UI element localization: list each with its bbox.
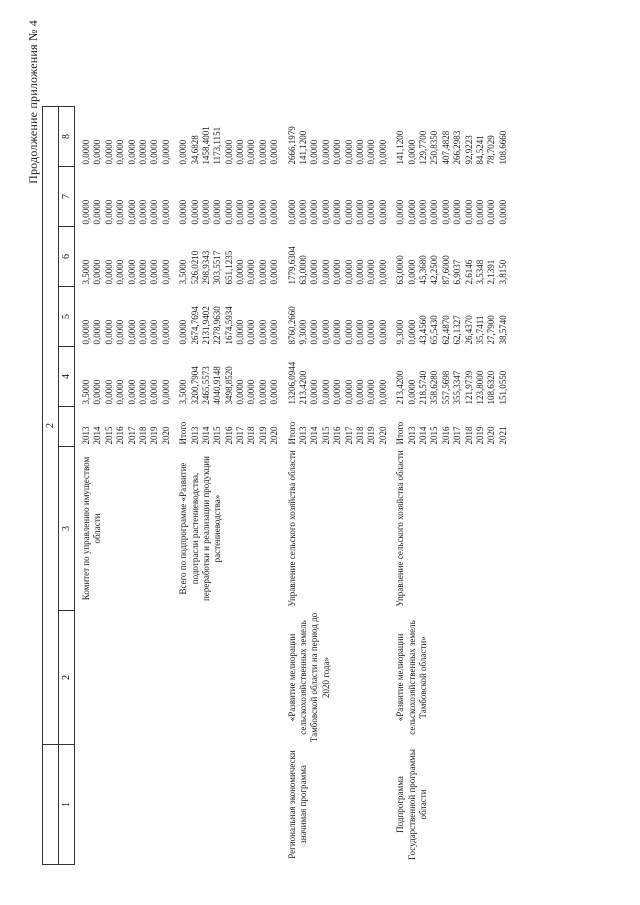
col5-value: 0,0000	[103, 319, 114, 345]
col8-value: 0,0000	[406, 139, 417, 165]
col7-value: 0,0000	[377, 199, 388, 225]
year-value: 2014	[417, 426, 428, 445]
col5-value: 0,0000	[178, 319, 189, 345]
col6-value: 0,0000	[332, 259, 343, 285]
col5-value: 1674,5934	[223, 306, 234, 345]
col8-value: 0,0000	[354, 139, 365, 165]
header-col-5: 5	[59, 287, 75, 347]
year-value: 2019	[149, 426, 160, 445]
header-col-1: 1	[59, 745, 75, 865]
col4-value: 0,0000	[366, 379, 377, 405]
col6-value: 87,6000	[440, 255, 451, 285]
col4-values	[389, 347, 509, 407]
year-value: 2016	[115, 426, 126, 445]
col8-value: 0,0000	[223, 139, 234, 165]
col4-values	[281, 347, 390, 407]
year-value: 2019	[366, 426, 377, 445]
col7-value: 0,0000	[257, 199, 268, 225]
col6-value: 2,6146	[463, 259, 474, 285]
year-cell	[75, 407, 173, 447]
col4-value: 355,3347	[452, 370, 463, 405]
col5-value: 0,0000	[406, 319, 417, 345]
col5-value: 8760,2660	[286, 306, 297, 345]
col5-value: 65,5430	[429, 315, 440, 345]
col4-value: 0,0000	[126, 379, 137, 405]
col4-value: 0,0000	[343, 379, 354, 405]
col6-values	[281, 227, 390, 287]
appendix-caption: Продолжение приложения № 4	[26, 20, 40, 184]
col6-value: 303,5517	[212, 250, 223, 285]
table-row	[172, 107, 281, 865]
year-value: 2013	[189, 426, 200, 445]
col8-value: 84,5241	[474, 135, 485, 165]
col6-value: 45,3680	[417, 255, 428, 285]
header-col-4: 4	[59, 347, 75, 407]
year-value: 2015	[103, 426, 114, 445]
year-value: Итого	[286, 421, 297, 445]
col7-value: 0,0000	[178, 199, 189, 225]
year-value: 2016	[223, 426, 234, 445]
year-value: 2016	[440, 426, 451, 445]
col8-value: 0,0000	[366, 139, 377, 165]
col4-value: 4040,9148	[212, 366, 223, 405]
header-col-6: 6	[59, 227, 75, 287]
col8-value: 266,2983	[452, 130, 463, 165]
col7-values	[172, 167, 281, 227]
year-value: Итого	[395, 421, 406, 445]
table-row	[75, 107, 173, 865]
col7-value: 0,0000	[486, 199, 497, 225]
col8-value: 0,0000	[269, 139, 280, 165]
col6-value: 0,0000	[160, 259, 171, 285]
col7-value: 0,0000	[126, 199, 137, 225]
year-value: 2017	[235, 426, 246, 445]
col5-value: 2674,7694	[189, 306, 200, 345]
col6-value: 0,0000	[137, 259, 148, 285]
col4-value: 0,0000	[137, 379, 148, 405]
col8-value: 2666,1979	[286, 126, 297, 165]
col7-value: 0,0000	[366, 199, 377, 225]
col5-value: 9,3000	[395, 319, 406, 345]
program-type-cell	[75, 745, 173, 865]
col5-value: 2278,9630	[212, 306, 223, 345]
col6-value: 0,0000	[235, 259, 246, 285]
col7-value: 0,0000	[463, 199, 474, 225]
col4-value: 123,8000	[474, 370, 485, 405]
year-value: 2018	[246, 426, 257, 445]
year-value: 2020	[377, 426, 388, 445]
col7-value: 0,0000	[406, 199, 417, 225]
col8-value: 407,4828	[440, 130, 451, 165]
year-value: 2015	[429, 426, 440, 445]
col8-value: 141,1200	[298, 130, 309, 165]
year-value: 2014	[92, 426, 103, 445]
col4-value: 0,0000	[406, 379, 417, 405]
col5-value: 0,0000	[246, 319, 257, 345]
col8-value: 0,0000	[309, 139, 320, 165]
year-cell	[172, 407, 281, 447]
col8-value: 0,0000	[246, 139, 257, 165]
col7-value: 0,0000	[354, 199, 365, 225]
col7-values	[389, 167, 509, 227]
col7-values	[75, 167, 173, 227]
col4-value: 0,0000	[103, 379, 114, 405]
col4-value: 213,4200	[395, 370, 406, 405]
col6-value: 1779,6304	[286, 246, 297, 285]
col4-value: 3200,7904	[189, 366, 200, 405]
col8-value: 0,0000	[149, 139, 160, 165]
col4-value: 0,0000	[115, 379, 126, 405]
col5-value: 27,7900	[486, 315, 497, 345]
col6-value: 0,0000	[377, 259, 388, 285]
col6-value: 6,9037	[452, 259, 463, 285]
header-col-8: 8	[59, 107, 75, 167]
col7-value: 0,0000	[269, 199, 280, 225]
col7-value: 0,0000	[429, 199, 440, 225]
col7-value: 0,0000	[332, 199, 343, 225]
year-value: 2013	[298, 426, 309, 445]
col4-value: 0,0000	[320, 379, 331, 405]
header-col-2: 2	[59, 611, 75, 745]
col5-value: 0,0000	[269, 319, 280, 345]
col6-value: 42,2500	[429, 255, 440, 285]
col4-value: 108,6320	[486, 370, 497, 405]
year-value: 2021	[497, 426, 508, 445]
col7-value: 0,0000	[92, 199, 103, 225]
col6-value: 0,0000	[246, 259, 257, 285]
col6-value: 2,1391	[486, 259, 497, 285]
year-cell	[389, 407, 509, 447]
col8-value: 0,0000	[178, 139, 189, 165]
table-row	[389, 107, 509, 865]
col7-value: 0,0000	[320, 199, 331, 225]
executor-cell: Всего по подпрограмме «Развитие подотрасли растениеводства, переработки и реализации продукции растениеводства»	[178, 456, 223, 601]
col8-value: 250,8350	[429, 130, 440, 165]
col6-value: 526,0210	[189, 250, 200, 285]
col6-value: 3,5000	[81, 259, 91, 285]
col4-value: 0,0000	[160, 379, 171, 405]
col4-value: 557,5698	[440, 370, 451, 405]
col5-value: 2131,9402	[200, 306, 211, 345]
col4-value: 0,0000	[332, 379, 343, 405]
col7-value: 0,0000	[417, 199, 428, 225]
program-type-cell: Подпрограмма Государственной программы области	[395, 749, 428, 860]
col8-values	[389, 107, 509, 167]
col8-value: 129,7700	[417, 130, 428, 165]
col8-value: 0,0000	[257, 139, 268, 165]
col5-value: 9,3000	[298, 319, 309, 345]
col7-value: 0,0000	[343, 199, 354, 225]
header-col-7: 7	[59, 167, 75, 227]
col6-value: 0,0000	[320, 259, 331, 285]
col8-value: 92,9223	[463, 135, 474, 165]
col8-value: 0,0000	[343, 139, 354, 165]
col4-value: 0,0000	[257, 379, 268, 405]
year-value: 2020	[160, 426, 171, 445]
program-type-cell: Региональная экономически значимая программа	[286, 750, 309, 859]
col6-value: 63,0000	[298, 255, 309, 285]
col5-value: 0,0000	[235, 319, 246, 345]
col5-value: 0,0000	[309, 319, 320, 345]
col7-value: 0,0000	[452, 199, 463, 225]
header-col-1-top	[43, 745, 59, 865]
col6-value: 0,0000	[115, 259, 126, 285]
col4-value: 3498,8520	[223, 366, 234, 405]
executor-cell: Управление сельского хозяйства области	[286, 450, 297, 607]
col6-value: 63,0000	[395, 255, 406, 285]
col5-value: 0,0000	[137, 319, 148, 345]
col7-value: 0,0000	[223, 199, 234, 225]
executor-cell: Управление сельского хозяйства области	[395, 450, 406, 607]
col5-value: 62,4870	[440, 315, 451, 345]
header-col-year	[59, 407, 75, 447]
col7-value: 0,0000	[497, 199, 508, 225]
col5-value: 0,0000	[126, 319, 137, 345]
col8-values	[281, 107, 390, 167]
col7-value: 0,0000	[235, 199, 246, 225]
col7-value: 0,0000	[137, 199, 148, 225]
col8-value: 0,0000	[377, 139, 388, 165]
col6-value: 3,8150	[497, 259, 508, 285]
col7-value: 0,0000	[440, 199, 451, 225]
col6-values	[389, 227, 509, 287]
col6-value: 0,0000	[257, 259, 268, 285]
year-value: 2015	[212, 426, 223, 445]
col4-value: 213,4200	[298, 370, 309, 405]
col8-value: 1458,4001	[200, 126, 211, 165]
col6-value: 0,0000	[366, 259, 377, 285]
col7-value: 0,0000	[149, 199, 160, 225]
col4-value: 0,0000	[149, 379, 160, 405]
col8-value: 78,7029	[486, 135, 497, 165]
col4-value: 3,5000	[81, 379, 91, 405]
measure-name-cell: «Развитие мелиорации сельскохозяйственных земель Тамбовской области»	[395, 620, 428, 735]
year-value: 2020	[269, 426, 280, 445]
col8-value: 34,6828	[189, 135, 200, 165]
year-cell	[281, 407, 390, 447]
col7-value: 0,0000	[200, 199, 211, 225]
table-row	[281, 107, 390, 865]
year-value: 2015	[320, 426, 331, 445]
col5-values	[281, 287, 390, 347]
year-value: 2017	[452, 426, 463, 445]
col7-value: 0,0000	[246, 199, 257, 225]
col4-value: 3,5000	[178, 379, 189, 405]
col6-values	[172, 227, 281, 287]
col5-value: 43,4560	[417, 315, 428, 345]
col8-value: 0,0000	[235, 139, 246, 165]
col6-value: 0,0000	[269, 259, 280, 285]
col6-value: 0,0000	[103, 259, 114, 285]
col5-value: 0,0000	[92, 319, 103, 345]
header-col-3: 3	[59, 447, 75, 611]
year-value: 2017	[343, 426, 354, 445]
col4-value: 0,0000	[246, 379, 257, 405]
col8-value: 1173,1151	[212, 126, 223, 165]
col6-value: 0,0000	[343, 259, 354, 285]
year-value: 2019	[257, 426, 268, 445]
col6-value: 0,0000	[149, 259, 160, 285]
col5-value: 0,0000	[257, 319, 268, 345]
col7-value: 0,0000	[395, 199, 406, 225]
year-value: 2014	[309, 426, 320, 445]
col5-value: 35,7411	[474, 315, 485, 345]
year-value: 2019	[474, 426, 485, 445]
year-value: 2017	[126, 426, 137, 445]
year-value: 2018	[354, 426, 365, 445]
measure-name-cell: «Развитие мелиорации сельскохозяйственных земель Тамбовской области на период до 2020 года»	[286, 612, 331, 743]
col6-value: 0,0000	[309, 259, 320, 285]
col4-value: 0,0000	[235, 379, 246, 405]
col7-value: 0,0000	[115, 199, 126, 225]
col5-value: 0,0000	[320, 319, 331, 345]
program-type-cell	[172, 745, 281, 865]
col7-value: 0,0000	[103, 199, 114, 225]
col8-value: 0,0000	[126, 139, 137, 165]
col5-value: 0,0000	[377, 319, 388, 345]
col5-value: 38,5740	[497, 315, 508, 345]
col6-value: 3,5348	[474, 259, 485, 285]
col7-value: 0,0000	[298, 199, 309, 225]
col4-value: 0,0000	[92, 379, 103, 405]
year-value: 2018	[137, 426, 148, 445]
col8-value: 0,0000	[332, 139, 343, 165]
year-value: 2018	[463, 426, 474, 445]
col5-value: 0,0000	[160, 319, 171, 345]
executor-cell: Комитет по управлению имуществом области	[81, 456, 103, 601]
col6-value: 298,9343	[200, 250, 211, 285]
year-value: 2013	[81, 426, 91, 445]
measure-name-cell	[75, 611, 173, 745]
col7-value: 0,0000	[160, 199, 171, 225]
col8-value: 0,0000	[160, 139, 171, 165]
col5-values	[389, 287, 509, 347]
col5-value: 0,0000	[332, 319, 343, 345]
year-value: Итого	[178, 421, 189, 445]
col7-value: 0,0000	[474, 199, 485, 225]
col8-value: 0,0000	[137, 139, 148, 165]
col5-values	[172, 287, 281, 347]
col5-value: 62,1327	[452, 315, 463, 345]
year-value: 2020	[486, 426, 497, 445]
col8-value: 0,0000	[103, 139, 114, 165]
col5-value: 0,0000	[81, 319, 91, 345]
col7-value: 0,0000	[286, 199, 297, 225]
year-value: 2013	[406, 426, 417, 445]
col7-value: 0,0000	[189, 199, 200, 225]
header-col-2-span: 2	[43, 107, 59, 745]
col6-value: 0,0000	[354, 259, 365, 285]
header-row-top	[43, 107, 59, 865]
col6-value: 651,1235	[223, 250, 234, 285]
year-value: 2014	[200, 426, 211, 445]
col5-values	[75, 287, 173, 347]
budget-table	[42, 106, 509, 865]
header-row	[59, 107, 75, 865]
col6-values	[75, 227, 173, 287]
col6-value: 0,0000	[92, 259, 103, 285]
col4-value: 2465,5573	[200, 366, 211, 405]
col8-value: 0,0000	[320, 139, 331, 165]
col4-value: 0,0000	[309, 379, 320, 405]
col8-value: 141,1200	[395, 130, 406, 165]
col5-value: 0,0000	[343, 319, 354, 345]
col4-value: 13206,0944	[286, 361, 297, 405]
col4-values	[75, 347, 173, 407]
col7-value: 0,0000	[309, 199, 320, 225]
col4-value: 218,5740	[417, 370, 428, 405]
col8-value: 0,0000	[81, 139, 91, 165]
col8-value: 0,0000	[92, 139, 103, 165]
col4-values	[172, 347, 281, 407]
col4-value: 121,9739	[463, 370, 474, 405]
col5-value: 26,4370	[463, 315, 474, 345]
col5-value: 0,0000	[115, 319, 126, 345]
col7-values	[281, 167, 390, 227]
measure-name-cell	[172, 611, 281, 745]
col7-value: 0,0000	[81, 199, 91, 225]
col4-value: 358,6280	[429, 370, 440, 405]
col6-value: 0,0000	[406, 259, 417, 285]
col8-value: 0,0000	[115, 139, 126, 165]
col4-value: 0,0000	[354, 379, 365, 405]
col6-value: 3,5000	[178, 259, 189, 285]
col8-value: 108,6660	[497, 130, 508, 165]
col8-values	[172, 107, 281, 167]
year-value: 2016	[332, 426, 343, 445]
col5-value: 0,0000	[366, 319, 377, 345]
col7-value: 0,0000	[212, 199, 223, 225]
col6-value: 0,0000	[126, 259, 137, 285]
col4-value: 151,0550	[497, 370, 508, 405]
col4-value: 0,0000	[269, 379, 280, 405]
col8-values	[75, 107, 173, 167]
col5-value: 0,0000	[149, 319, 160, 345]
col5-value: 0,0000	[354, 319, 365, 345]
col4-value: 0,0000	[377, 379, 388, 405]
